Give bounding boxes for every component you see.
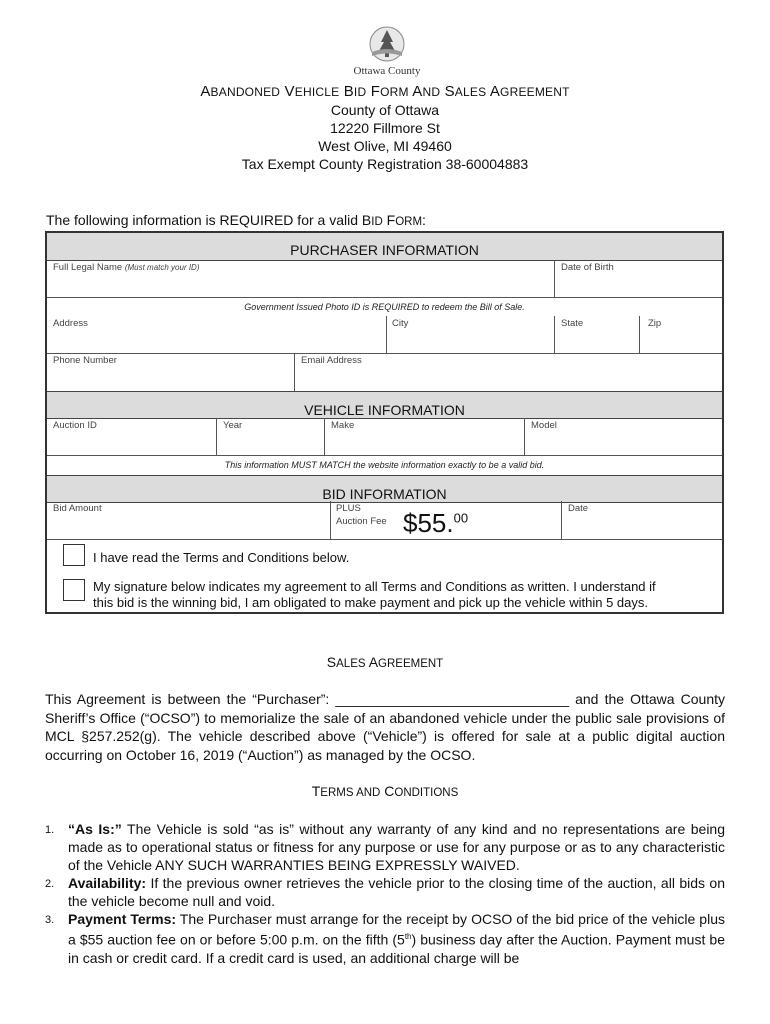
- list-item: 3. Payment Terms: The Purchaser must arrange for the receipt by OCSO of the bid price of the vehicle plus a $55 auction fee on or before 5:00 p.m. on the fifth (5th) business day after the Auction. Payment must be in cash or credit card. If a credit card is used, an additional charge will be: [45, 911, 725, 966]
- year-label: Year: [223, 420, 243, 431]
- auction-fee-amount: $55.00: [403, 508, 469, 538]
- tax-registration: Tax Exempt County Registration 38-60004883: [241, 156, 529, 172]
- city-label: City: [392, 318, 409, 329]
- state-field[interactable]: [555, 316, 639, 353]
- zip-label: Zip: [648, 318, 662, 329]
- ottawa-county-tree-logo-icon: [368, 24, 406, 64]
- make-field[interactable]: [325, 418, 524, 455]
- zip-field[interactable]: [640, 316, 724, 353]
- signature-agreement-text: My signature below indicates my agreement to all Terms and Conditions as written. I understand if this bid is the winning bid, I am obligated to make payment and pick up the vehicle within 5 days.: [93, 579, 656, 610]
- signature-agreement-checkbox[interactable]: [63, 579, 85, 601]
- auction-fee-label: Auction Fee: [336, 516, 387, 527]
- terms-read-text: I have read the Terms and Conditions below.: [93, 550, 350, 565]
- dob-label: Date of Birth: [561, 262, 614, 273]
- auction-id-label: Auction ID: [53, 420, 97, 431]
- bid-heading: BID INFORMATION: [47, 475, 722, 503]
- city-field[interactable]: [387, 316, 554, 353]
- bid-amount-field[interactable]: [47, 501, 330, 539]
- sales-agreement-title: SALES AGREEMENT: [326, 654, 444, 670]
- required-intro: The following information is REQUIRED for a valid BID FORM:: [46, 212, 426, 228]
- county-logo: [347, 24, 427, 77]
- dob-field[interactable]: [555, 260, 724, 297]
- bid-date-field[interactable]: [562, 501, 724, 539]
- id-note: Government Issued Photo ID is REQUIRED to redeem the Bill of Sale.: [244, 302, 525, 312]
- city-state-zip: West Olive, MI 49460: [318, 138, 452, 154]
- bid-date-label: Date: [568, 503, 589, 514]
- full-name-label: Full Legal Name (Must match your ID): [53, 262, 200, 273]
- phone-field[interactable]: [47, 353, 294, 391]
- street-address: 12220 Fillmore St: [330, 120, 440, 136]
- list-item: 1. “As Is:” The Vehicle is sold “as is” without any warranty of any kind and no representations are being made as to operational status or fitness for any purpose or use for any purpose or as to any characteristic of the Vehicle ANY SUCH WARRANTIES BEING EXPRESSLY WAIVED.: [45, 821, 725, 873]
- plus-label: PLUS: [336, 503, 361, 514]
- email-label: Email Address: [301, 355, 362, 366]
- model-field[interactable]: [525, 418, 724, 455]
- bid-form: [45, 231, 724, 614]
- vehicle-heading: VEHICLE INFORMATION: [47, 391, 722, 419]
- auction-id-field[interactable]: [47, 418, 216, 455]
- address-field[interactable]: [47, 316, 386, 353]
- logo-text: Ottawa County: [353, 65, 421, 77]
- county-name: County of Ottawa: [330, 102, 440, 118]
- model-label: Model: [531, 420, 557, 431]
- terms-read-checkbox[interactable]: [63, 544, 85, 566]
- state-label: State: [561, 318, 584, 329]
- terms-list: [45, 820, 725, 967]
- make-label: Make: [331, 420, 355, 431]
- terms-title: TERMS AND CONDITIONS: [311, 783, 459, 799]
- bid-amount-label: Bid Amount: [53, 503, 102, 514]
- form-title: ABANDONED VEHICLE BID FORM AND SALES AGREEMENT: [200, 83, 570, 100]
- sales-agreement-paragraph: This Agreement is between the “Purchaser”: ______________________________ and the Ottawa County Sheriff’s Office (“OCSO”) to memorialize the sale of an abandoned vehicle under the public sale provisions of MCL §257.252(g). The vehicle described above (“Vehicle”) is offered for sale at a public digital auction occurring on October 16, 2019 (“Auction”) as managed by the OCSO.: [45, 691, 725, 763]
- phone-label: Phone Number: [53, 355, 117, 366]
- full-name-field[interactable]: [47, 260, 554, 297]
- vehicle-note: This information MUST MATCH the website information exactly to be a valid bid.: [224, 460, 545, 470]
- address-label: Address: [53, 318, 88, 329]
- purchaser-heading: PURCHASER INFORMATION: [47, 233, 722, 261]
- list-item: 2. Availability: If the previous owner retrieves the vehicle prior to the closing time of the auction, all bids on the vehicle become null and void.: [45, 875, 725, 909]
- year-field[interactable]: [217, 418, 324, 455]
- email-field[interactable]: [295, 353, 724, 391]
